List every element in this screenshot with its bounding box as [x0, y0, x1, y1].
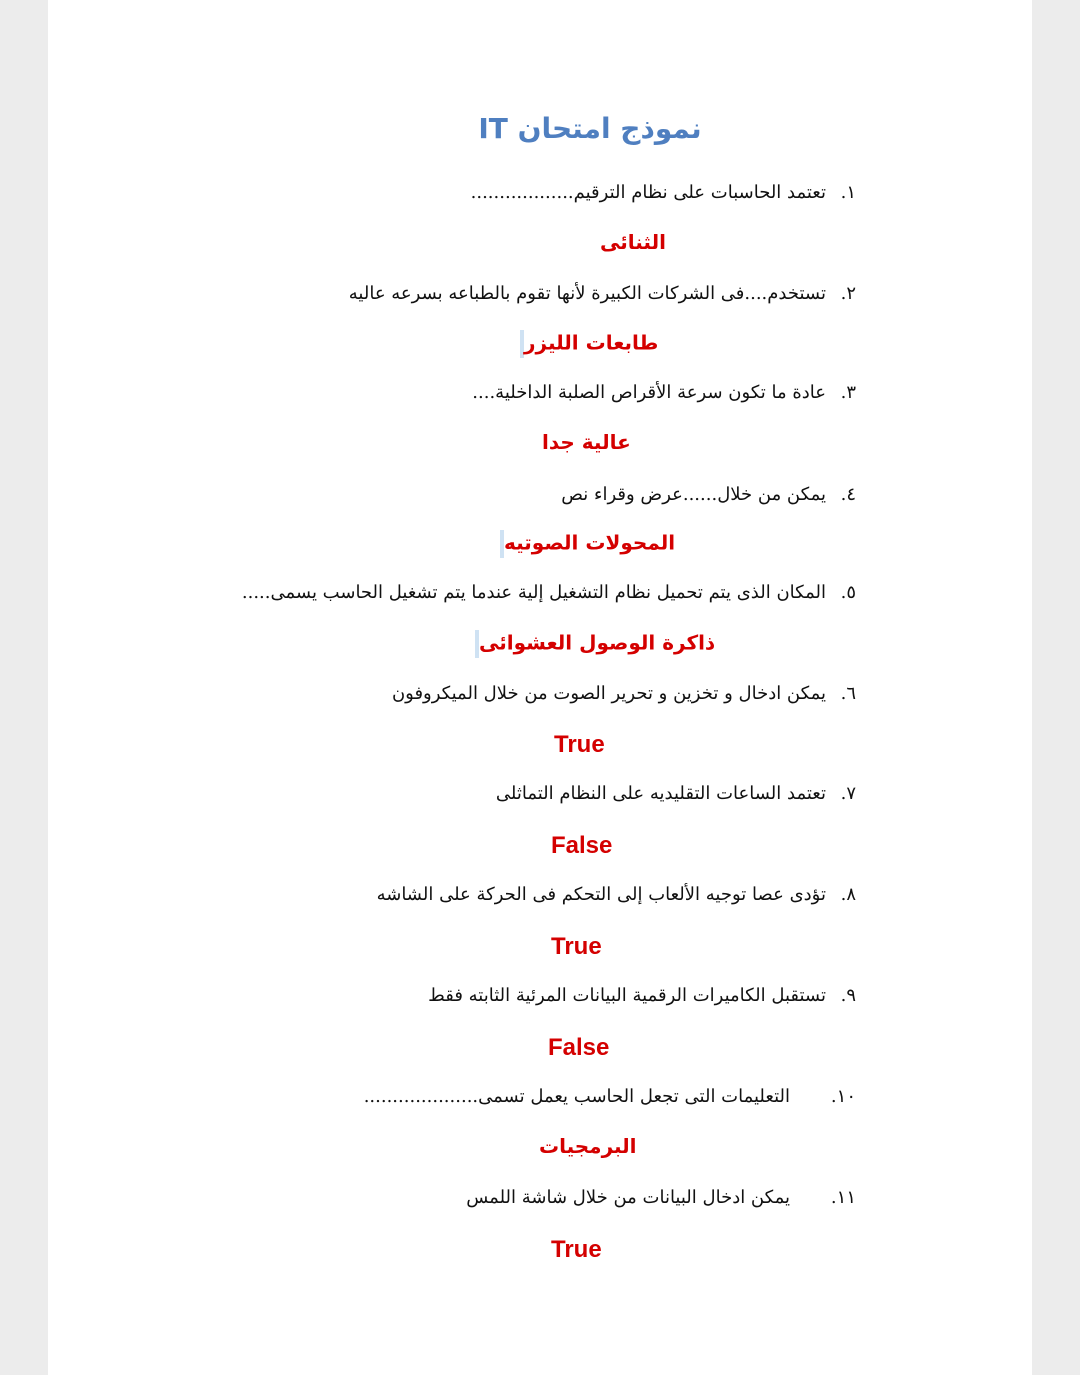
- question-number: ٤.: [840, 484, 856, 505]
- page-title: نموذج امتحان IT: [478, 112, 702, 145]
- question-6: [392, 683, 856, 704]
- question-11: [466, 1187, 856, 1208]
- answer-8: True: [551, 933, 602, 960]
- answer-7: False: [551, 832, 613, 859]
- question-1: [471, 182, 856, 203]
- question-number: ٩.: [840, 985, 856, 1006]
- question-text: يمكن من خلال......عرض وقراء نص: [561, 484, 826, 505]
- question-10: [364, 1086, 856, 1107]
- answer-3: عالية جدا: [542, 430, 631, 454]
- answer-11: True: [551, 1236, 602, 1263]
- question-text: تستقبل الكاميرات الرقمية البيانات المرئية الثابته فقط: [428, 985, 826, 1006]
- answer-text: طابعات الليزر: [524, 330, 659, 355]
- question-text: تعتمد الساعات التقليديه على النظام التماثلى: [495, 783, 826, 804]
- question-9: [428, 985, 856, 1006]
- question-text: يمكن ادخال و تخزين و تحرير الصوت من خلال الميكروفون: [391, 683, 826, 704]
- answer-text: المحولات الصوتيه: [504, 530, 676, 555]
- answer-10: البرمجيات: [539, 1134, 637, 1158]
- answer-5: [473, 630, 715, 658]
- answer-6: True: [554, 731, 605, 758]
- question-text: تستخدم....فى الشركات الكبيرة لأنها تقوم بالطباعه بسرعه عاليه: [348, 283, 826, 304]
- answer-1: الثنائى: [600, 230, 666, 254]
- question-text: يمكن ادخال البيانات من خلال شاشة اللمس: [466, 1187, 790, 1208]
- question-number: ٨.: [840, 884, 856, 905]
- answer-4: [498, 530, 675, 558]
- answer-2: [518, 330, 658, 358]
- question-number: ٣.: [840, 382, 856, 403]
- question-number: ١.: [840, 182, 856, 203]
- question-text: المكان الذى يتم تحميل نظام التشغيل إلية عندما يتم تشغيل الحاسب يسمى.....: [241, 582, 826, 603]
- question-number: ٢.: [840, 283, 856, 304]
- answer-text: ذاكرة الوصول العشوائى: [479, 630, 716, 655]
- question-text: عادة ما تكون سرعة الأقراص الصلبة الداخلية....: [472, 382, 826, 403]
- question-text: تؤدى عصا توجيه الألعاب إلى التحكم فى الحركة على الشاشه: [376, 884, 826, 905]
- answer-9: False: [548, 1034, 610, 1061]
- question-3: [472, 382, 856, 403]
- question-number: ٥.: [840, 582, 856, 603]
- question-8: [377, 884, 856, 905]
- question-text: تعتمد الحاسبات على نظام الترقيم..................: [470, 182, 826, 203]
- question-number: ١١.: [830, 1187, 856, 1208]
- question-7: [496, 783, 856, 804]
- question-4: [561, 484, 856, 505]
- question-number: ٦.: [840, 683, 856, 704]
- document-page: [48, 0, 1032, 1375]
- question-text: التعليمات التى تجعل الحاسب يعمل تسمى....................: [363, 1086, 790, 1107]
- question-5: [242, 582, 856, 603]
- question-number: ٧.: [840, 783, 856, 804]
- question-number: ١٠.: [830, 1086, 856, 1107]
- question-2: [349, 283, 856, 304]
